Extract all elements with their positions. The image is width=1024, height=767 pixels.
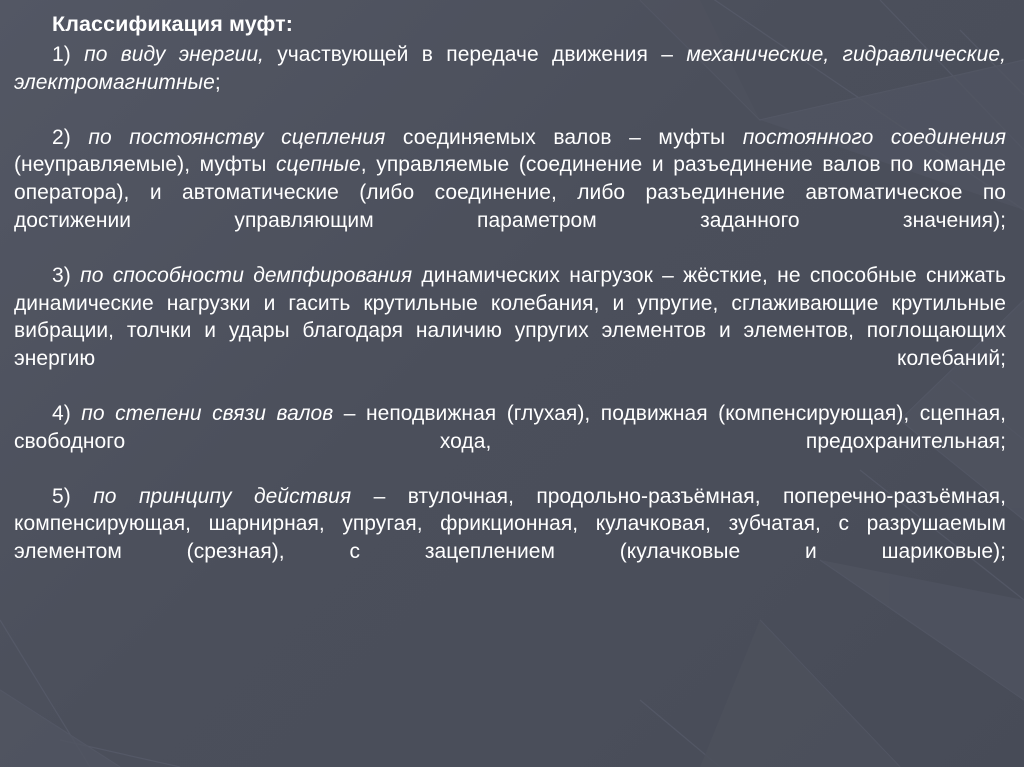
item-emphasis: по принципу действия: [70, 484, 352, 508]
list-item: [14, 262, 1006, 400]
item-emphasis: постоянного соединения: [742, 125, 1007, 149]
item-text: (неуправляемые), муфты: [14, 153, 276, 177]
list-item: [14, 483, 1006, 593]
item-text: ;: [214, 70, 221, 94]
item-text: – неподвижная (глухая), подвижная (компенсирующая), сцепная, свободного хода, предохранительная;: [14, 401, 1007, 453]
item-text: динамических нагрузок – жёсткие, не способные снижать динамические нагрузки и гасить крутильные колебания, и упругие, сглаживающие крутильные вибрации, толчки и удары благодаря наличию упругих элементов и элементов, поглощающих энергию колебаний;: [14, 263, 1006, 370]
item-text: , управляемые (соединение и разъединение валов по команде оператора), и автоматические (либо соединение, либо разъединение автоматическое по достижении управляющим параметром заданного значения);: [14, 153, 1006, 232]
item-emphasis: по постоянству сцепления: [70, 125, 386, 149]
item-text: соединяемых валов – муфты: [385, 125, 743, 149]
page-title: Классификация муфт:: [52, 12, 293, 36]
list-item: [14, 124, 1006, 262]
item-emphasis: по способности демпфирования: [70, 263, 413, 287]
item-number: 2): [52, 125, 71, 149]
item-emphasis: по степени связи валов: [70, 401, 334, 425]
list-item: [14, 400, 1006, 483]
item-emphasis: сцепные: [276, 153, 361, 177]
item-number: 5): [52, 484, 71, 508]
item-text: участвующей в передаче движения –: [263, 43, 687, 67]
item-emphasis: по виду энергии,: [70, 43, 264, 67]
list-item: [14, 41, 1006, 124]
item-emphasis: механические, гидравлические, электромагнитные: [14, 43, 1006, 94]
item-number: 3): [52, 263, 71, 287]
item-text: – втулочная, продольно-разъёмная, поперечно-разъёмная, компенсирующая, шарнирная, упругая, фрикционная, кулачковая, зубчатая, с разрушаемым элементом (срезная), с зацеплением (кулачковые и шариковые);: [14, 484, 1006, 563]
item-number: 4): [52, 401, 71, 425]
item-number: 1): [52, 43, 71, 67]
